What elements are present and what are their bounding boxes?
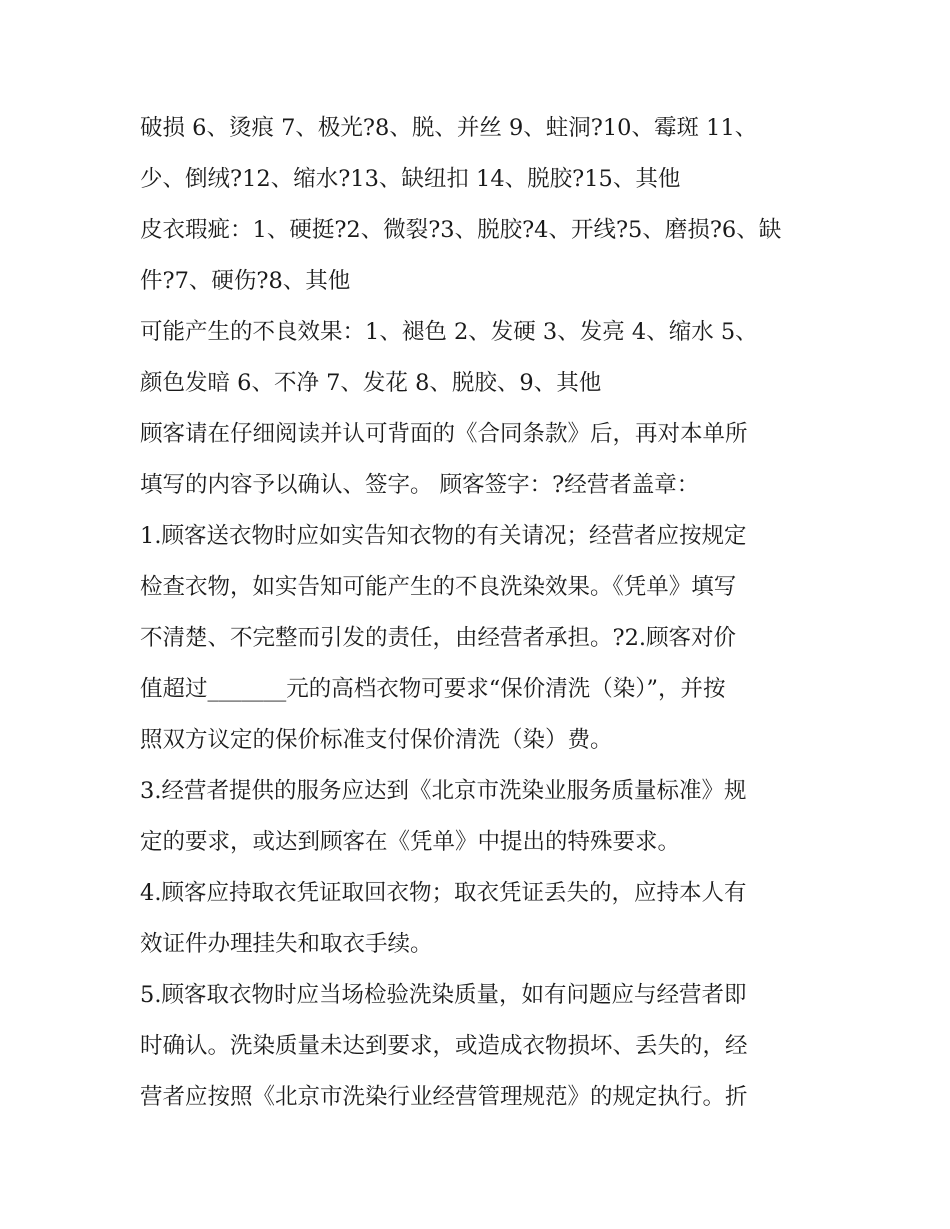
text-line: 破损 6、烫痕 7、极光?8、脱、并丝 9、蛀洞?10、霉斑 11、 xyxy=(140,115,758,141)
text-line: 值超过_______元的高档衣物可要求“保价清洗（染）”，并按 xyxy=(140,676,726,702)
text-line: 3.经营者提供的服务应达到《北京市洗染业服务质量标准》规 xyxy=(140,778,747,804)
text-line: 4.顾客应持取衣凭证取回衣物；取衣凭证丢失的，应持本人有 xyxy=(140,880,747,906)
text-line: 件?7、硬伤?8、其他 xyxy=(140,268,351,294)
text-line: 定的要求，或达到顾客在《凭单》中提出的特殊要求。 xyxy=(140,829,681,855)
text-line: 1.顾客送衣物时应如实告知衣物的有关请况；经营者应按规定 xyxy=(140,523,747,549)
text-line: 可能产生的不良效果：1、褪色 2、发硬 3、发亮 4、缩水 5、 xyxy=(140,319,758,345)
text-line: 效证件办理挂失和取衣手续。 xyxy=(140,931,433,957)
text-line: 时确认。洗染质量未达到要求，或造成衣物损坏、丢失的，经 xyxy=(140,1033,748,1059)
text-line: 顾客请在仔细阅读并认可背面的《合同条款》后，再对本单所 xyxy=(140,421,748,447)
text-line: 少、倒绒?12、缩水?13、缺纽扣 14、脱胶?15、其他 xyxy=(140,166,681,192)
text-line: 填写的内容予以确认、签字。 顾客签字：?经营者盖章： xyxy=(140,472,700,498)
text-line: 颜色发暗 6、不净 7、发花 8、脱胶、9、其他 xyxy=(140,370,602,396)
text-line: 照双方议定的保价标准支付保价清洗（染）费。 xyxy=(140,727,613,753)
text-line: 营者应按照《北京市洗染行业经营管理规范》的规定执行。折 xyxy=(140,1084,748,1110)
text-line: 检查衣物，如实告知可能产生的不良洗染效果。《凭单》填写 xyxy=(140,574,737,600)
text-line: 不清楚、不完整而引发的责任，由经营者承担。?2.顾客对价 xyxy=(140,625,737,651)
text-line: 皮衣瑕疵：1、硬挺?2、微裂?3、脱胶?4、开线?5、磨损?6、缺 xyxy=(140,217,782,243)
text-line: 5.顾客取衣物时应当场检验洗染质量，如有问题应与经营者即 xyxy=(140,982,747,1008)
